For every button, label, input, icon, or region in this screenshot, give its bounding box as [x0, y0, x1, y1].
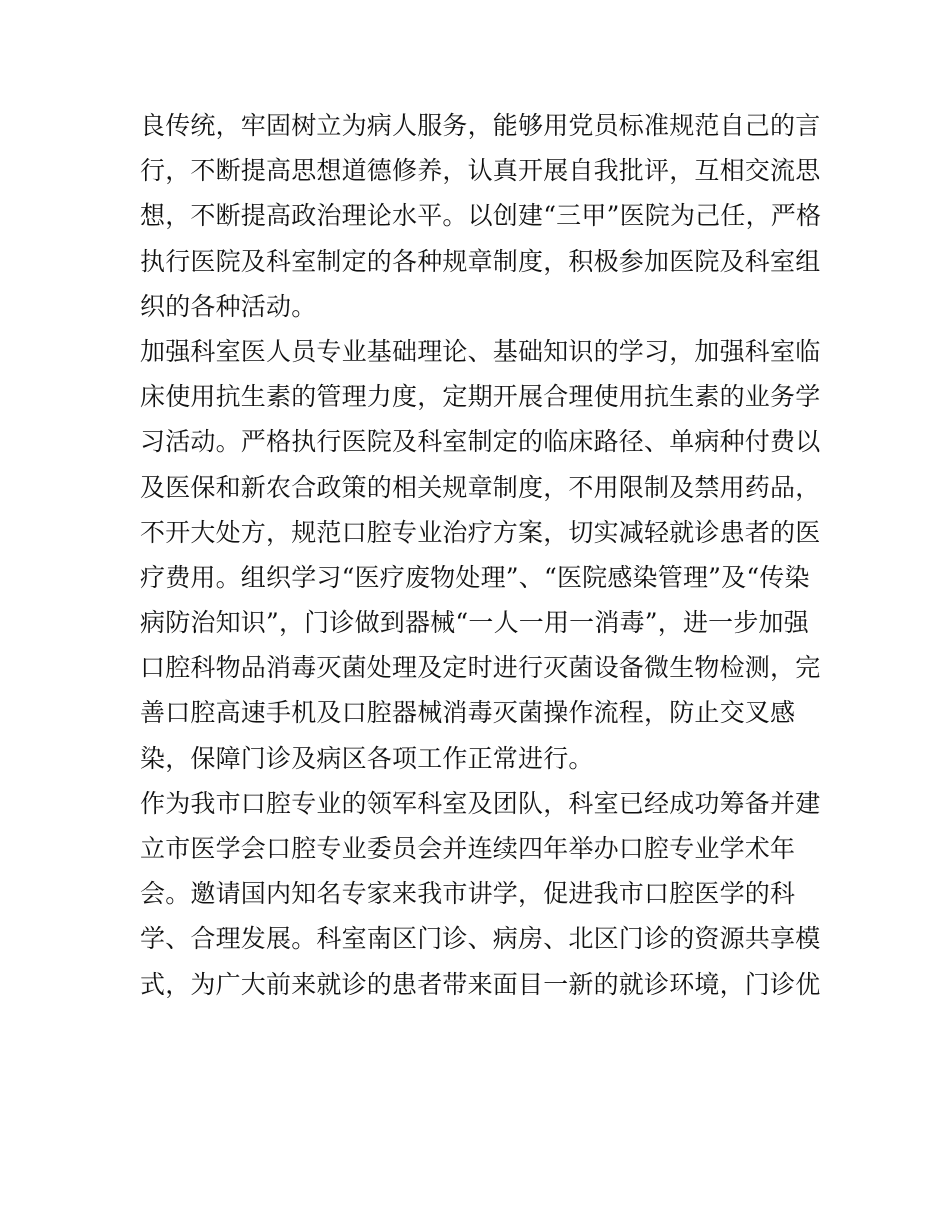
text-line: 学、合理发展。科室南区门诊、病房、北区门诊的资源共享模 [140, 924, 821, 954]
text-line: 式，为广大前来就诊的患者带来面目一新的就诊环境，门诊优 [140, 969, 821, 999]
text-line: 习活动。严格执行医院及科室制定的临床路径、单病种付费以 [140, 427, 821, 457]
text-line: 行，不断提高思想道德修养，认真开展自我批评，互相交流思 [140, 156, 821, 186]
text-line: 想，不断提高政治理论水平。以创建“三甲”医院为己任，严格 [140, 201, 822, 231]
text-line: 立市医学会口腔专业委员会并连续四年举办口腔专业学术年 [140, 834, 796, 863]
text-line: 不开大处方，规范口腔专业治疗方案，切实减轻就诊患者的医 [140, 517, 821, 547]
text-line: 病防治知识”，门诊做到器械“一人一用一消毒”，进一步加强 [140, 608, 809, 638]
text-line: 及医保和新农合政策的相关规章制度，不用限制及禁用药品， [140, 472, 821, 502]
text-line: 善口腔高速手机及口腔器械消毒灭菌操作流程，防止交叉感 [140, 698, 796, 728]
text-line: 床使用抗生素的管理力度，定期开展合理使用抗生素的业务学 [140, 382, 821, 412]
body-text [140, 103, 820, 1007]
text-line: 口腔科物品消毒灭菌处理及定时进行灭菌设备微生物检测，完 [140, 653, 821, 683]
text-line: 良传统，牢固树立为病人服务，能够用党员标准规范自己的言 [140, 111, 821, 140]
text-line: 疗费用。组织学习“医疗废物处理”、“医院感染管理”及“传染 [140, 562, 810, 592]
text-line: 会。邀请国内知名专家来我市讲学，促进我市口腔医学的科 [140, 879, 796, 909]
text-line: 作为我市口腔专业的领军科室及团队，科室已经成功筹备并建 [140, 788, 821, 818]
text-line: 染，保障门诊及病区各项工作正常进行。 [140, 743, 594, 773]
text-line: 织的各种活动。 [140, 291, 317, 321]
text-line: 执行医院及科室制定的各种规章制度，积极参加医院及科室组 [140, 246, 821, 276]
text-line: 加强科室医人员专业基础理论、基础知识的学习，加强科室临 [140, 336, 821, 366]
